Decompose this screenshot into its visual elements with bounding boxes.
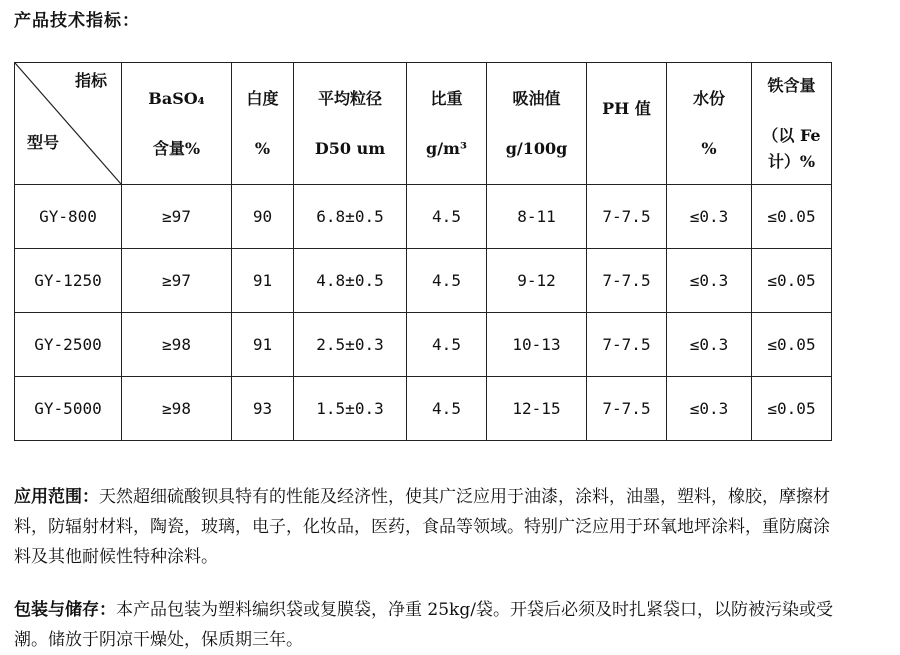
packaging-label: 包装与储存： <box>14 600 116 620</box>
header-oil-absorption: 吸油值 g/100g <box>487 63 587 185</box>
table-cell: ≤0.3 <box>667 377 752 441</box>
header-whiteness: 白度 % <box>232 63 294 185</box>
table-cell: 93 <box>232 377 294 441</box>
table-cell: 9-12 <box>487 249 587 313</box>
table-cell: ≥98 <box>122 377 232 441</box>
applications-paragraph <box>14 482 844 572</box>
applications-text: 天然超细硫酸钡具特有的性能及经济性，使其广泛应用于油漆，涂料，油墨，塑料，橡胶，摩擦材料，防辐射材料，陶瓷，玻璃，电子，化妆品，医药，食品等领域。特别广泛应用于环氧地坪涂料，重防腐涂料及其他耐候性特种涂料。 <box>14 487 830 567</box>
model-cell: GY-2500 <box>15 313 122 377</box>
model-cell: GY-5000 <box>15 377 122 441</box>
table-cell: ≥98 <box>122 313 232 377</box>
table-cell: ≤0.05 <box>752 249 832 313</box>
table-cell: 6.8±0.5 <box>294 185 407 249</box>
header-baso4: BaSO₄ 含量% <box>122 63 232 185</box>
table-cell: 1.5±0.3 <box>294 377 407 441</box>
table-cell: ≤0.05 <box>752 185 832 249</box>
applications-label: 应用范围： <box>14 487 99 507</box>
model-cell: GY-1250 <box>15 249 122 313</box>
table-cell: 91 <box>232 313 294 377</box>
header-density: 比重 g/m³ <box>407 63 487 185</box>
table-cell: 12-15 <box>487 377 587 441</box>
model-cell: GY-800 <box>15 185 122 249</box>
table-cell: ≥97 <box>122 185 232 249</box>
table-cell: 7-7.5 <box>587 249 667 313</box>
table-row <box>15 249 832 313</box>
doc-title: 产品技术指标： <box>14 11 140 31</box>
table-cell: ≤0.05 <box>752 377 832 441</box>
corner-bottom-label: 型号 <box>27 132 60 152</box>
table-cell: 4.5 <box>407 185 487 249</box>
header-particle-size: 平均粒径 D50 um <box>294 63 407 185</box>
table-cell: 91 <box>232 249 294 313</box>
header-row <box>15 63 832 185</box>
table-cell: 8-11 <box>487 185 587 249</box>
table-cell: ≤0.3 <box>667 185 752 249</box>
table-cell: 4.5 <box>407 249 487 313</box>
table-cell: 2.5±0.3 <box>294 313 407 377</box>
corner-top-label: 指标 <box>74 71 107 90</box>
table-cell: ≤0.05 <box>752 313 832 377</box>
table-cell: ≥97 <box>122 249 232 313</box>
packaging-text: 本产品包装为塑料编织袋或复膜袋，净重 25kg/袋。开袋后必须及时扎紧袋口，以防被污染或受潮。储放于阴凉干燥处，保质期三年。 <box>14 600 833 650</box>
table-cell: 10-13 <box>487 313 587 377</box>
packaging-paragraph <box>14 595 844 655</box>
table-cell: 90 <box>232 185 294 249</box>
header-ph: PH 值 <box>587 63 667 185</box>
header-moisture: 水份 % <box>667 63 752 185</box>
table-cell: 7-7.5 <box>587 185 667 249</box>
table-cell: ≤0.3 <box>667 249 752 313</box>
corner-cell <box>15 63 122 185</box>
table-row <box>15 377 832 441</box>
header-iron-content: 铁含量 （以 Fe 计）% <box>752 63 832 185</box>
table-cell: 4.8±0.5 <box>294 249 407 313</box>
table-row <box>15 313 832 377</box>
table-cell: ≤0.3 <box>667 313 752 377</box>
table-cell: 7-7.5 <box>587 313 667 377</box>
spec-table <box>14 62 832 441</box>
table-row <box>15 185 832 249</box>
table-cell: 4.5 <box>407 377 487 441</box>
table-cell: 7-7.5 <box>587 377 667 441</box>
table-cell: 4.5 <box>407 313 487 377</box>
